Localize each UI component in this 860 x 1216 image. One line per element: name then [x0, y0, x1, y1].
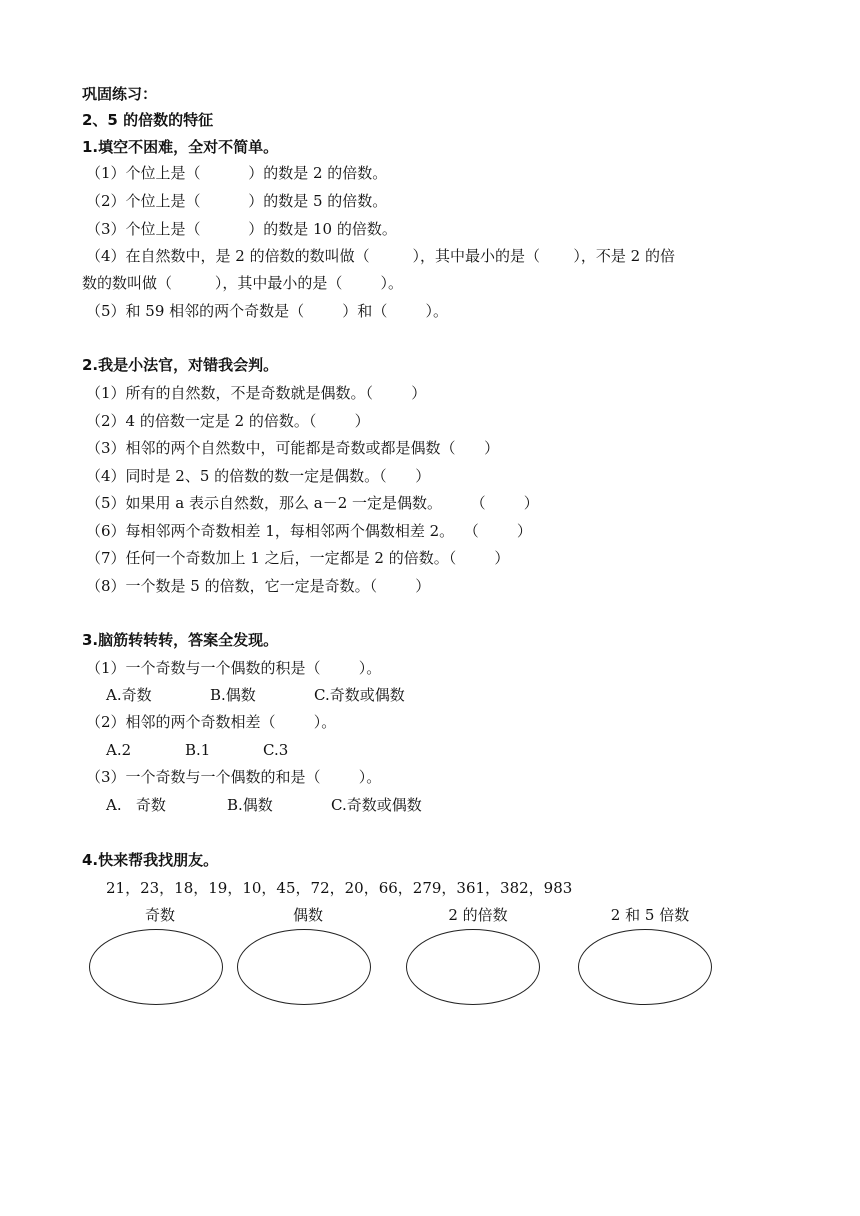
even-answer-oval[interactable] [237, 929, 371, 1005]
number-list: 21，23，18，19，10，45，72，20，66，279，361，382，983 [106, 879, 573, 897]
worksheet-title: 巩固练习： [82, 85, 158, 103]
section3-q1-option-c: C.奇数或偶数 [314, 686, 405, 704]
section1-item-5: （5）和 59 相邻的两个奇数是（ ）和（ ）。 [86, 302, 448, 320]
worksheet-subtitle: 2、5 的倍数的特征 [82, 111, 214, 129]
section3-q2-option-c: C.3 [263, 741, 289, 759]
group-label-multiple-of-2: 2 的倍数 [448, 906, 508, 924]
section3-q3-option-a: A. 奇数 [106, 796, 166, 814]
group-label-multiple-of-2-and-5: 2 和 5 倍数 [610, 906, 690, 924]
odd-answer-oval[interactable] [89, 929, 223, 1005]
section2-item-6: （6）每相邻两个奇数相差 1，每相邻两个偶数相差 2。 （ ） [86, 522, 532, 540]
section3-q3-option-b: B.偶数 [227, 796, 273, 814]
multiple-of-2-and-5-answer-oval[interactable] [578, 929, 712, 1005]
section3-q3-option-c: C.奇数或偶数 [331, 796, 422, 814]
section4-title: 4.快来帮我找朋友。 [82, 851, 219, 869]
section1-item-3: （3）个位上是（ ）的数是 10 的倍数。 [86, 220, 397, 238]
section3-title: 3.脑筋转转转，答案全发现。 [82, 631, 279, 649]
multiple-of-2-answer-oval[interactable] [406, 929, 540, 1005]
section3-q1-option-a: A.奇数 [106, 686, 152, 704]
section2-item-1: （1）所有的自然数，不是奇数就是偶数。（ ） [86, 384, 427, 402]
section3-question-3: （3）一个奇数与一个偶数的和是（ ）。 [86, 768, 382, 786]
section2-item-4: （4）同时是 2、5 的倍数的数一定是偶数。（ ） [86, 467, 431, 485]
section2-title: 2.我是小法官，对错我会判。 [82, 356, 279, 374]
section2-item-5: （5）如果用 a 表示自然数，那么 a－2 一定是偶数。 （ ） [86, 494, 539, 512]
section1-item-2: （2）个位上是（ ）的数是 5 的倍数。 [86, 192, 388, 210]
section1-title: 1.填空不困难，全对不简单。 [82, 138, 279, 156]
section3-q2-option-a: A.2 [106, 741, 132, 759]
section2-item-7: （7）任何一个奇数加上 1 之后，一定都是 2 的倍数。（ ） [86, 549, 510, 567]
section3-question-1: （1）一个奇数与一个偶数的积是（ ）。 [86, 659, 382, 677]
section1-item-4: （4）在自然数中，是 2 的倍数的数叫做（ ），其中最小的是（ ），不是 2 的倍 [86, 247, 675, 265]
section2-item-2: （2）4 的倍数一定是 2 的倍数。（ ） [86, 412, 370, 430]
section3-q1-option-b: B.偶数 [210, 686, 256, 704]
section1-item-1: （1）个位上是（ ）的数是 2 的倍数。 [86, 164, 388, 182]
section2-item-8: （8）一个数是 5 的倍数，它一定是奇数。（ ） [86, 577, 431, 595]
group-label-even: 偶数 [292, 906, 323, 924]
section3-question-2: （2）相邻的两个奇数相差（ ）。 [86, 713, 337, 731]
section2-item-3: （3）相邻的两个自然数中，可能都是奇数或都是偶数（ ） [86, 439, 500, 457]
group-label-odd: 奇数 [144, 906, 175, 924]
section1-item-4-cont: 数的数叫做（ ），其中最小的是（ ）。 [82, 274, 404, 292]
section3-q2-option-b: B.1 [185, 741, 211, 759]
